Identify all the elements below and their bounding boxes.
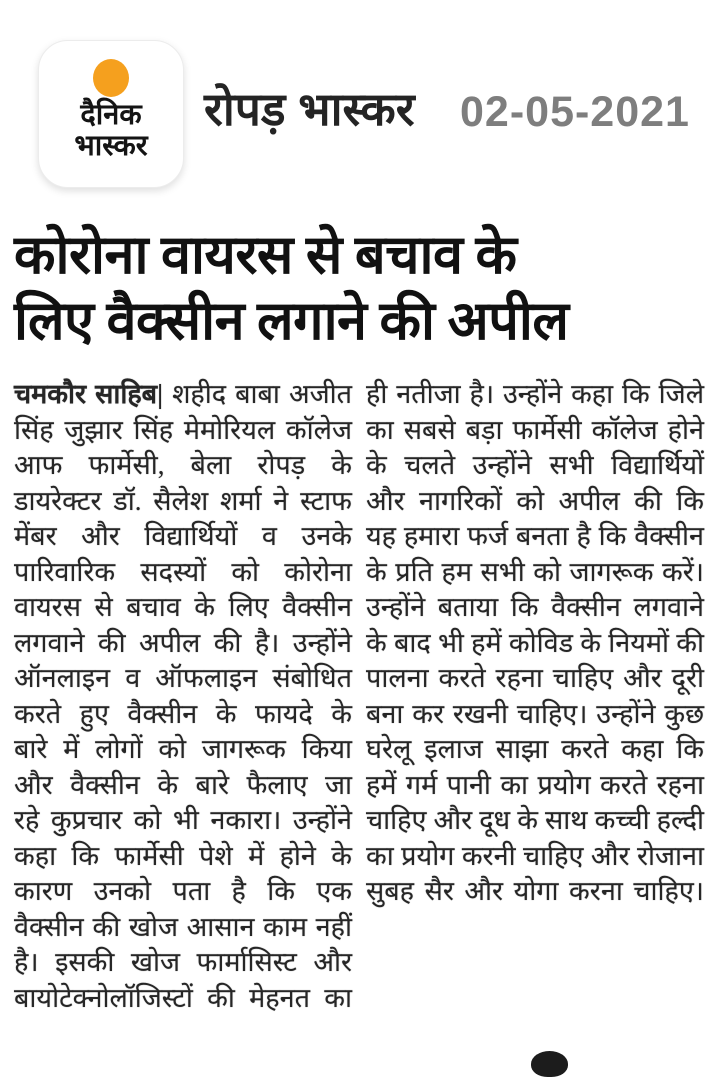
headline-line-1: कोरोना वायरस से बचाव के — [14, 225, 517, 285]
lead-line — [14, 377, 352, 413]
article-headline — [14, 222, 708, 354]
issue-date: 02-05-2021 — [460, 88, 690, 136]
dainik-bhaskar-logo — [38, 40, 184, 188]
edition-title: रोपड़ भास्कर — [204, 83, 415, 135]
body-line: लगवाने की अपील की है। उन्होंने — [14, 627, 352, 658]
masthead — [0, 0, 716, 200]
body-line: बारे में लोगों को जागरूक किया — [14, 734, 352, 764]
body-line: मेंबर और विद्यार्थियों व उनके — [14, 521, 352, 551]
right-column-lines — [366, 377, 704, 910]
body-line: और नागरिकों को अपील की कि — [366, 485, 704, 516]
headline-line-2: लिए वैक्सीन लगाने की अपील — [14, 291, 569, 351]
article-body — [14, 377, 704, 1016]
body-line: चाहिए और दूध के साथ कच्ची हल्दी — [366, 805, 704, 835]
body-line: के बाद भी हमें कोविड के नियमों की — [366, 627, 704, 658]
body-line: करते हुए वैक्सीन के फायदे के — [14, 698, 352, 729]
body-line: डायरेक्टर डॉ. सैलेश शर्मा ने स्टाफ — [14, 485, 352, 516]
body-line: यह हमारा फर्ज बनता है कि वैक्सीन — [366, 521, 704, 551]
body-line: घरेलू इलाज साझा करते कहा कि — [366, 734, 704, 764]
right-column — [366, 377, 704, 1016]
left-column-lines — [14, 413, 352, 1017]
body-line: के चलते उन्होंने सभी विद्यार्थियों — [366, 450, 704, 480]
body-line: कारण उनको पता है कि एक — [14, 876, 352, 906]
lead-rest: शहीद बाबा अजीत — [172, 379, 352, 409]
body-line: कहा कि फार्मेसी पेशे में होने के — [14, 840, 352, 871]
cutoff-graphic-fragment — [531, 1051, 568, 1077]
body-line: का प्रयोग करनी चाहिए और रोजाना — [366, 840, 704, 871]
body-line: बायोटेक्नोलॉजिस्टों की मेहनत का — [14, 982, 352, 1013]
body-line: का सबसे बड़ा फार्मेसी कॉलेज होने — [366, 414, 704, 445]
body-line: सिंह जुझार सिंह मेमोरियल कॉलेज — [14, 414, 352, 445]
body-line: के प्रति हम सभी को जागरूक करें। — [366, 556, 704, 587]
body-line: सुबह सैर और योगा करना चाहिए। — [366, 876, 704, 906]
logo-text-line2: भास्कर — [74, 130, 148, 162]
body-line: वायरस से बचाव के लिए वैक्सीन — [14, 592, 352, 622]
left-column — [14, 377, 352, 1016]
dateline: चमकौर साहिब| — [14, 379, 164, 409]
body-line: वैक्सीन की खोज आसान काम नहीं — [14, 911, 352, 942]
body-line: उन्होंने बताया कि वैक्सीन लगवाने — [366, 592, 704, 622]
body-line: रहे कुप्रचार को भी नकारा। उन्होंने — [14, 805, 352, 835]
body-line: हमें गर्म पानी का प्रयोग करते रहना — [366, 769, 704, 800]
body-line: ही नतीजा है। उन्होंने कहा कि जिले — [366, 379, 704, 409]
body-line: है। इसकी खोज फार्मासिस्ट और — [14, 947, 352, 977]
body-line: पालना करते रहना चाहिए और दूरी — [366, 663, 704, 693]
body-line: बना कर रखनी चाहिए। उन्होंने कुछ — [366, 698, 704, 729]
logo-text-line1: दैनिक — [80, 99, 142, 131]
body-line: आफ फार्मेसी, बेला रोपड़ के — [14, 450, 352, 480]
body-line: पारिवारिक सदस्यों को कोरोना — [14, 556, 352, 587]
body-line: और वैक्सीन के बारे फैलाए जा — [14, 769, 352, 800]
body-line: ऑनलाइन व ऑफलाइन संबोधित — [14, 663, 352, 693]
logo-sun-icon — [93, 59, 129, 97]
